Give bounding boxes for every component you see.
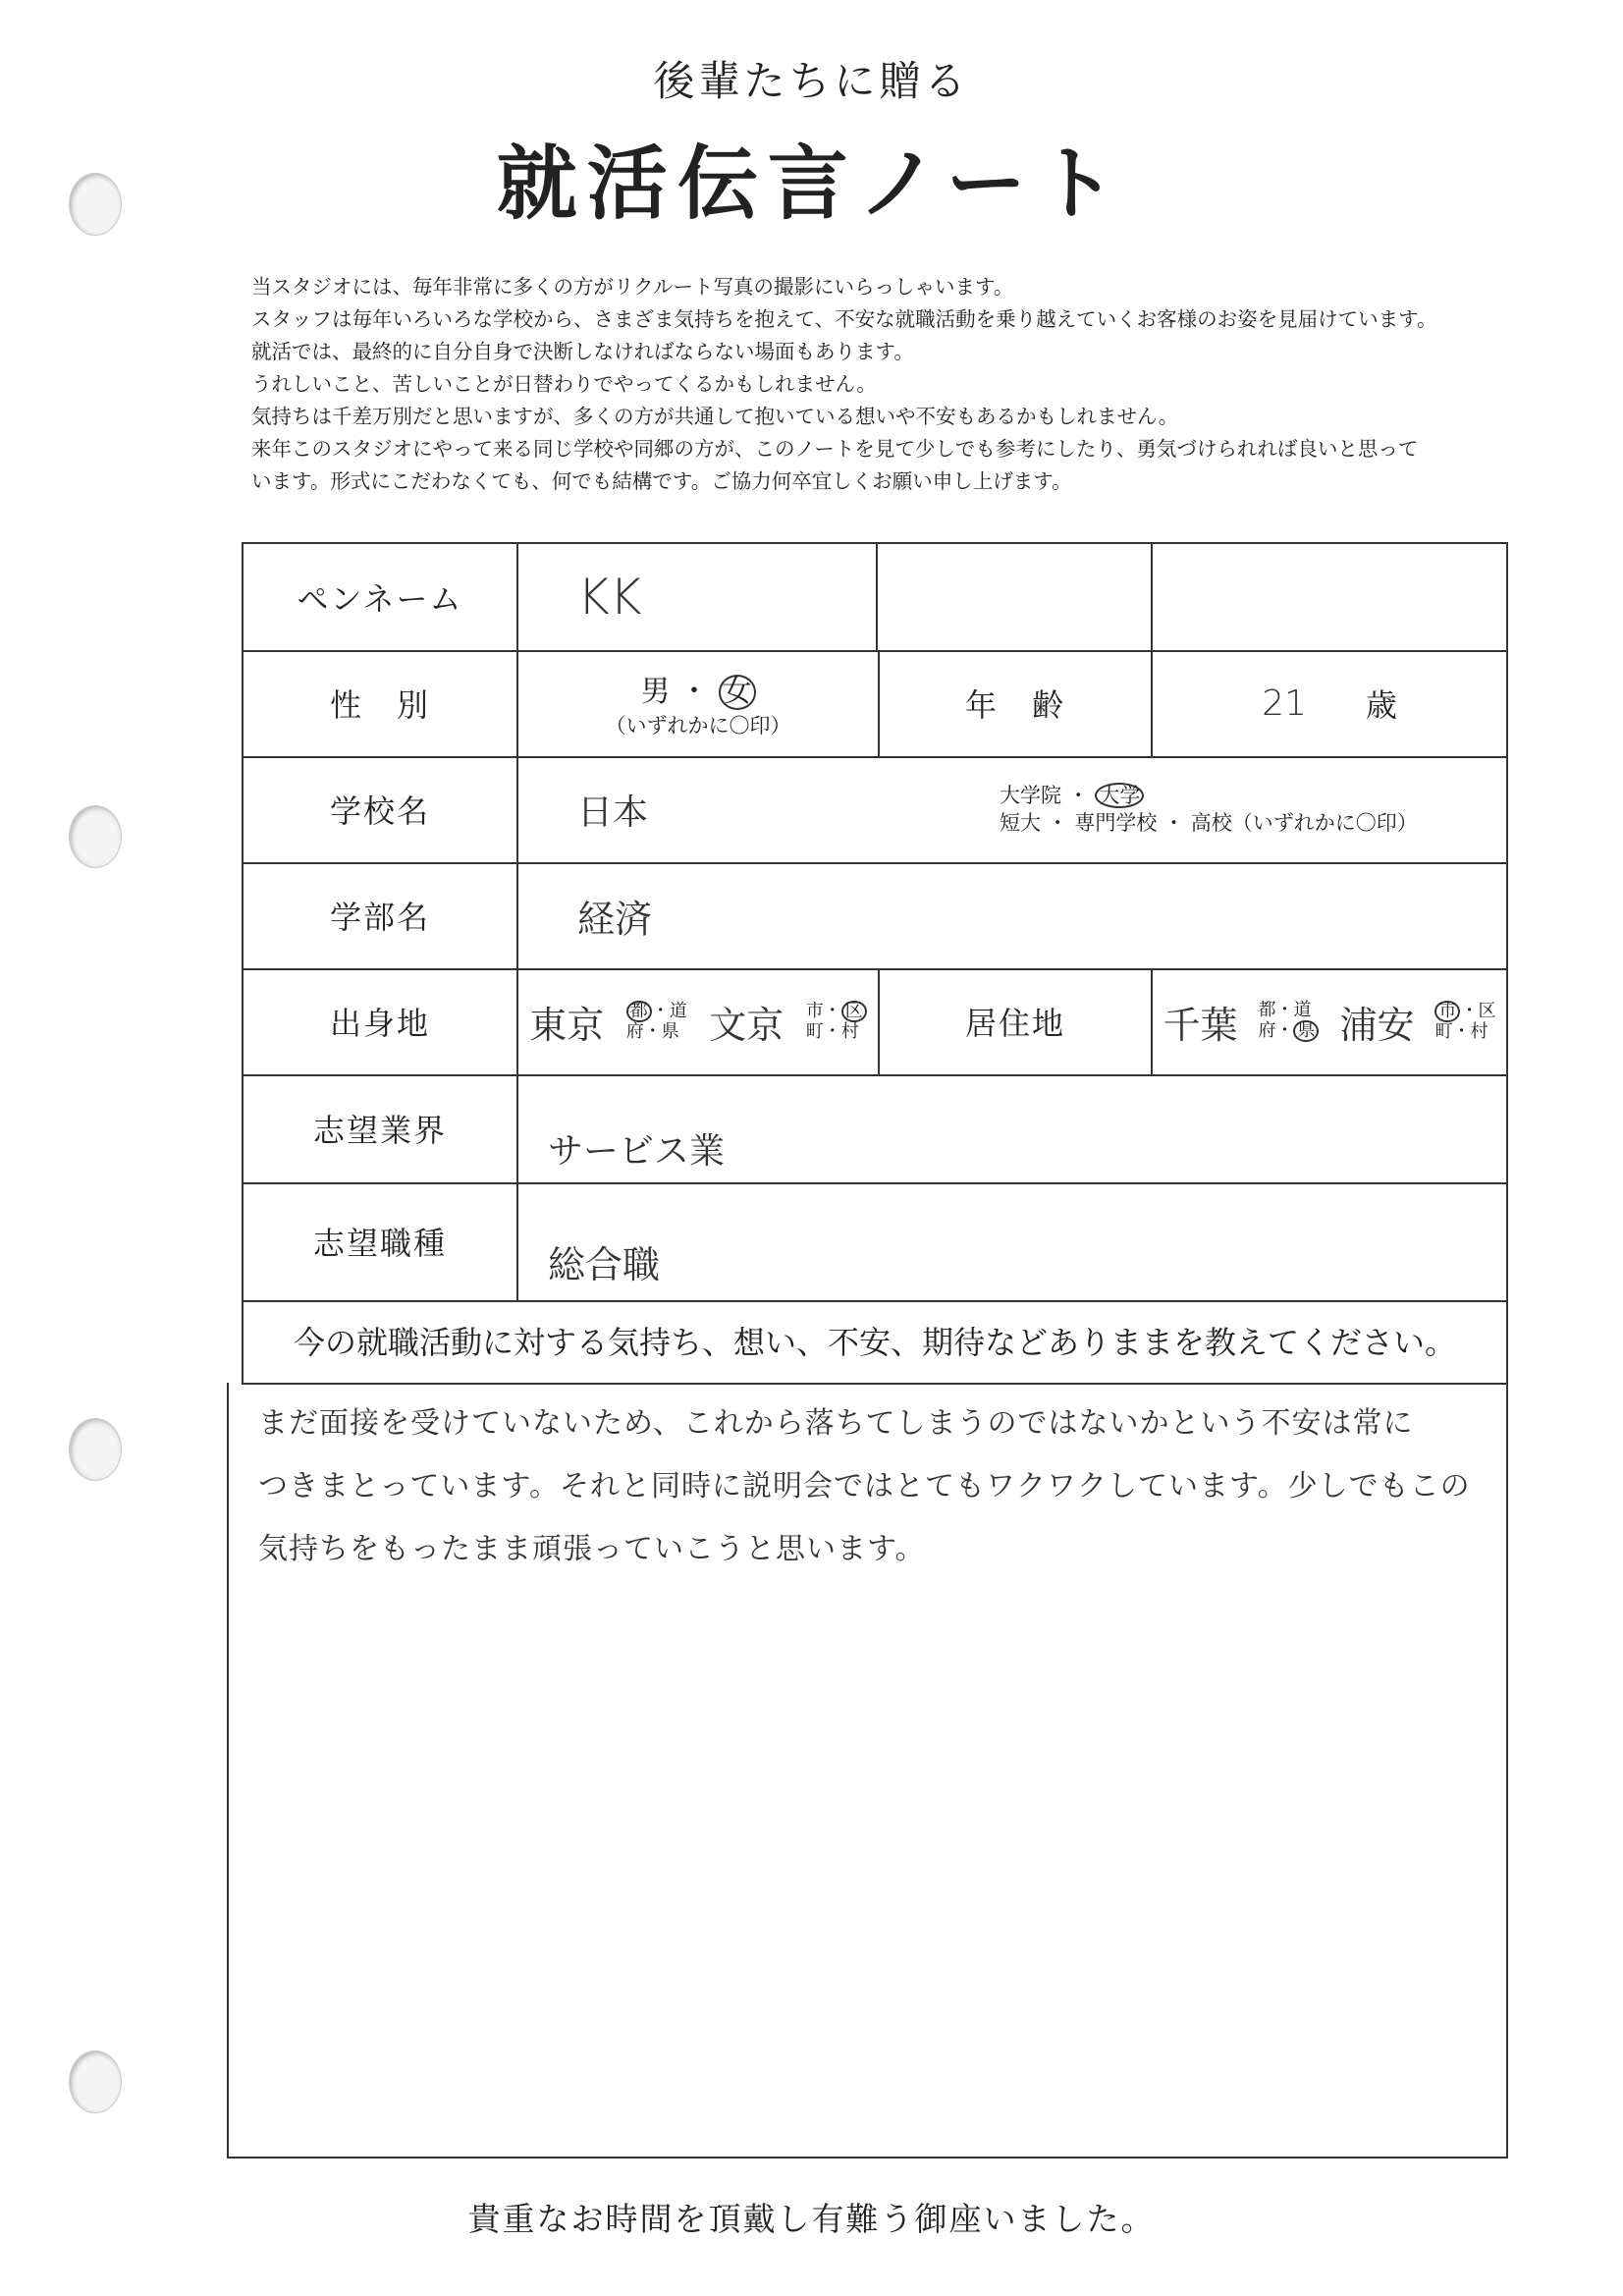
school-value: 日本 <box>577 792 649 833</box>
pen-name-label: ペンネーム <box>243 544 518 650</box>
job-label: 志望職種 <box>243 1182 518 1300</box>
question-prompt: 今の就職活動に対する気持ち、想い、不安、期待などありままを教えてください。 <box>242 1298 1508 1385</box>
hometown-pref-units <box>626 1001 687 1043</box>
option-university-circled[interactable]: 大学 <box>1095 783 1144 808</box>
intro-line: うれしいこと、苦しいことが日替わりでやってくるかもしれません。 <box>251 372 877 396</box>
punch-hole-2 <box>69 805 122 868</box>
residence-pref-value: 千葉 <box>1163 1003 1238 1047</box>
punch-hole-4 <box>69 2050 122 2113</box>
city-unit-shi-circled[interactable]: 市 <box>1434 1001 1460 1023</box>
pen-name-value: KK <box>577 569 642 626</box>
intro-line: います。形式にこだわなくても、何でも結構です。ご協力何卒宜しくお願い申し上げます。 <box>251 469 1072 493</box>
job-field[interactable] <box>518 1182 1506 1300</box>
intro-line: スタッフは毎年いろいろな学校から、さまざま気持ちを抱えて、不安な就職活動を乗り越えていくお客様のお姿を見届けています。 <box>251 307 1437 331</box>
pref-unit-fu-ken: 府・県 <box>625 1021 679 1043</box>
age-unit: 歳 <box>1365 686 1397 724</box>
blank-cell <box>1153 544 1506 650</box>
residence-city-units <box>1434 1001 1495 1043</box>
pref-unit-to-circled[interactable]: 都 <box>626 1001 652 1023</box>
city-unit-shi: 市・ <box>805 1000 841 1021</box>
answer-area[interactable] <box>227 1383 1508 2159</box>
city-unit-cho-son: 町・村 <box>805 1021 859 1043</box>
residence-pref-units <box>1258 1001 1319 1043</box>
gender-options <box>640 667 755 710</box>
page-title: 就活伝言ノート <box>496 137 1127 231</box>
gender-separator: ・ <box>679 675 709 709</box>
school-field[interactable] <box>518 756 1506 862</box>
answer-line: つきまとっています。それと同時に説明会ではとてもワクワクしています。少しでもこの <box>258 1469 1471 1503</box>
job-value: 総合職 <box>548 1242 661 1286</box>
intro-line: 来年このスタジオにやって来る同じ学校や同郷の方が、このノートを見て少しでも参考にしたり、勇気づけられれば良いと思って <box>251 437 1419 461</box>
city-unit-ku-circled[interactable]: 区 <box>841 1001 867 1023</box>
pref-unit-fu: 府・ <box>1258 1019 1294 1041</box>
industry-label: 志望業界 <box>243 1074 518 1182</box>
industry-field[interactable] <box>518 1074 1506 1182</box>
intro-line: 就活では、最終的に自分自身で決断しなければならない場面もあります。 <box>251 340 914 363</box>
pen-name-field[interactable] <box>518 544 878 650</box>
age-label: 年 齢 <box>880 650 1153 756</box>
punch-hole-3 <box>69 1418 122 1481</box>
residence-field[interactable] <box>1153 968 1506 1074</box>
row-faculty <box>243 862 1506 970</box>
answer-line: まだ面接を受けていないため、これから落ちてしまうのではないかという不安は常に <box>258 1406 1414 1441</box>
gender-male[interactable]: 男 <box>640 675 671 709</box>
intro-line: 気持ちは千差万別だと思いますが、多くの方が共通して抱いている想いや不安もあるかもしれません。 <box>251 405 1179 428</box>
city-unit-cho-son: 町・村 <box>1434 1021 1488 1043</box>
answer-text <box>258 1393 1486 1581</box>
hometown-field[interactable] <box>518 968 880 1074</box>
intro-line: 当スタジオには、毎年非常に多くの方がリクルート写真の撮影にいらっしゃいます。 <box>251 275 1014 299</box>
gender-field[interactable] <box>518 650 880 756</box>
school-type-line-1 <box>1000 782 1418 809</box>
faculty-value: 経済 <box>577 897 653 941</box>
hometown-city-value: 文京 <box>709 1003 784 1047</box>
footer-thanks: 貴重なお時間を頂戴し有難う御座いました。 <box>467 2200 1156 2238</box>
blank-cell <box>880 544 1153 650</box>
age-field[interactable] <box>1153 650 1506 756</box>
option-separator: ・ <box>1067 784 1089 807</box>
row-job <box>243 1182 1506 1302</box>
hometown-pref-value: 東京 <box>529 1003 605 1047</box>
answer-line: 気持ちをもったまま頑張っていこうと思います。 <box>258 1532 926 1566</box>
pref-unit-to-do: 都・道 <box>1258 999 1312 1020</box>
school-label: 学校名 <box>243 756 518 862</box>
row-hometown-residence <box>243 968 1506 1076</box>
age-value: 21 <box>1262 683 1307 724</box>
row-gender-age <box>243 650 1506 758</box>
school-type-line-2: 短大 ・ 専門学校 ・ 高校（いずれかに〇印） <box>1000 811 1418 835</box>
faculty-label: 学部名 <box>243 862 518 968</box>
hometown-label: 出身地 <box>243 968 518 1074</box>
gender-label: 性 別 <box>243 650 518 756</box>
row-pen-name <box>243 544 1506 652</box>
option-graduate-school[interactable]: 大学院 <box>1000 784 1061 807</box>
residence-label: 居住地 <box>880 968 1153 1074</box>
residence-city-value: 浦安 <box>1339 1003 1415 1047</box>
pref-unit-do: ・道 <box>651 1000 687 1021</box>
school-type-options <box>1000 782 1418 837</box>
gender-female-circled[interactable]: 女 <box>719 675 756 710</box>
faculty-field[interactable] <box>518 862 1506 968</box>
intro-text <box>251 271 1596 498</box>
row-industry <box>243 1074 1506 1184</box>
hometown-city-units <box>806 1001 867 1043</box>
row-school <box>243 756 1506 864</box>
industry-value: サービス業 <box>548 1130 726 1172</box>
profile-form <box>242 542 1508 1300</box>
gender-note: （いずれかに〇印） <box>605 714 791 738</box>
page-subtitle: 後輩たちに贈る <box>653 57 970 105</box>
pref-unit-ken-circled[interactable]: 県 <box>1293 1020 1319 1043</box>
city-unit-ku: ・区 <box>1460 1000 1496 1021</box>
